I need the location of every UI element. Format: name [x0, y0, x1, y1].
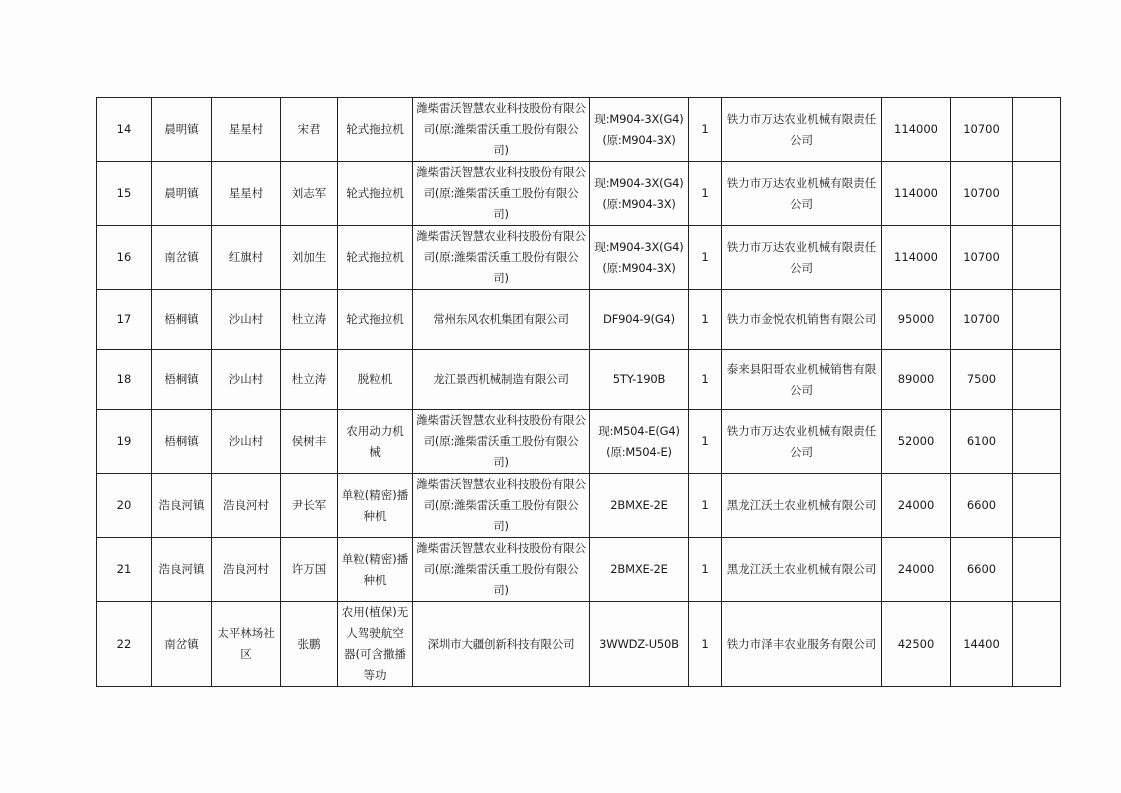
- note-cell: [1013, 98, 1061, 162]
- model-cell: 现:M904-3X(G4)(原:M904-3X): [590, 162, 689, 226]
- price-cell: 52000: [882, 410, 951, 474]
- note-cell: [1013, 162, 1061, 226]
- model-cell: 现:M504-E(G4)(原:M504-E): [590, 410, 689, 474]
- owner-name-cell: 杜立涛: [281, 350, 338, 410]
- owner-name-cell: 侯树丰: [281, 410, 338, 474]
- quantity-cell: 1: [689, 226, 722, 290]
- town-cell: 梧桐镇: [152, 290, 212, 350]
- manufacturer-cell: 潍柴雷沃智慧农业科技股份有限公司(原:潍柴雷沃重工股份有限公司): [413, 162, 590, 226]
- table-row: [97, 602, 1061, 687]
- village-cell: 星星村: [212, 98, 281, 162]
- row-number: 15: [97, 162, 152, 226]
- dealer-cell: 铁力市万达农业机械有限责任公司: [722, 226, 882, 290]
- dealer-cell: 铁力市万达农业机械有限责任公司: [722, 162, 882, 226]
- town-cell: 南岔镇: [152, 602, 212, 687]
- table-row: [97, 162, 1061, 226]
- table-row: [97, 226, 1061, 290]
- row-number: 20: [97, 474, 152, 538]
- row-number: 18: [97, 350, 152, 410]
- row-number: 21: [97, 538, 152, 602]
- row-number: 16: [97, 226, 152, 290]
- manufacturer-cell: 潍柴雷沃智慧农业科技股份有限公司(原:潍柴雷沃重工股份有限公司): [413, 98, 590, 162]
- row-number: 22: [97, 602, 152, 687]
- model-cell: 现:M904-3X(G4)(原:M904-3X): [590, 226, 689, 290]
- subsidy-cell: 7500: [951, 350, 1013, 410]
- table-row: [97, 350, 1061, 410]
- manufacturer-cell: 龙江景西机械制造有限公司: [413, 350, 590, 410]
- quantity-cell: 1: [689, 474, 722, 538]
- subsidy-table: [96, 97, 1061, 687]
- dealer-cell: 铁力市万达农业机械有限责任公司: [722, 410, 882, 474]
- village-cell: 太平林场社区: [212, 602, 281, 687]
- subsidy-cell: 10700: [951, 226, 1013, 290]
- quantity-cell: 1: [689, 162, 722, 226]
- village-cell: 沙山村: [212, 350, 281, 410]
- machine-type-cell: 单粒(精密)播种机: [338, 538, 413, 602]
- dealer-cell: 铁力市泽丰农业服务有限公司: [722, 602, 882, 687]
- subsidy-cell: 10700: [951, 162, 1013, 226]
- manufacturer-cell: 潍柴雷沃智慧农业科技股份有限公司(原:潍柴雷沃重工股份有限公司): [413, 538, 590, 602]
- model-cell: 2BMXE-2E: [590, 538, 689, 602]
- subsidy-cell: 10700: [951, 290, 1013, 350]
- subsidy-cell: 10700: [951, 98, 1013, 162]
- table-row: [97, 538, 1061, 602]
- machine-type-cell: 单粒(精密)播种机: [338, 474, 413, 538]
- note-cell: [1013, 350, 1061, 410]
- note-cell: [1013, 602, 1061, 687]
- owner-name-cell: 杜立涛: [281, 290, 338, 350]
- price-cell: 89000: [882, 350, 951, 410]
- quantity-cell: 1: [689, 350, 722, 410]
- owner-name-cell: 许万国: [281, 538, 338, 602]
- quantity-cell: 1: [689, 410, 722, 474]
- town-cell: 浩良河镇: [152, 538, 212, 602]
- owner-name-cell: 刘加生: [281, 226, 338, 290]
- subsidy-cell: 6100: [951, 410, 1013, 474]
- model-cell: DF904-9(G4): [590, 290, 689, 350]
- price-cell: 114000: [882, 98, 951, 162]
- village-cell: 红旗村: [212, 226, 281, 290]
- machine-type-cell: 轮式拖拉机: [338, 290, 413, 350]
- row-number: 14: [97, 98, 152, 162]
- village-cell: 沙山村: [212, 410, 281, 474]
- subsidy-cell: 14400: [951, 602, 1013, 687]
- price-cell: 114000: [882, 162, 951, 226]
- note-cell: [1013, 538, 1061, 602]
- manufacturer-cell: 常州东风农机集团有限公司: [413, 290, 590, 350]
- town-cell: 晨明镇: [152, 162, 212, 226]
- row-number: 17: [97, 290, 152, 350]
- price-cell: 114000: [882, 226, 951, 290]
- table-row: [97, 410, 1061, 474]
- town-cell: 梧桐镇: [152, 410, 212, 474]
- machine-type-cell: 脱粒机: [338, 350, 413, 410]
- owner-name-cell: 张鹏: [281, 602, 338, 687]
- model-cell: 5TY-190B: [590, 350, 689, 410]
- manufacturer-cell: 潍柴雷沃智慧农业科技股份有限公司(原:潍柴雷沃重工股份有限公司): [413, 474, 590, 538]
- manufacturer-cell: 深圳市大疆创新科技有限公司: [413, 602, 590, 687]
- table-row: [97, 290, 1061, 350]
- manufacturer-cell: 潍柴雷沃智慧农业科技股份有限公司(原:潍柴雷沃重工股份有限公司): [413, 410, 590, 474]
- dealer-cell: 泰来县阳哥农业机械销售有限公司: [722, 350, 882, 410]
- town-cell: 晨明镇: [152, 98, 212, 162]
- dealer-cell: 黑龙江沃土农业机械有限公司: [722, 474, 882, 538]
- town-cell: 南岔镇: [152, 226, 212, 290]
- row-number: 19: [97, 410, 152, 474]
- note-cell: [1013, 474, 1061, 538]
- subsidy-cell: 6600: [951, 474, 1013, 538]
- village-cell: 星星村: [212, 162, 281, 226]
- table-row: [97, 98, 1061, 162]
- note-cell: [1013, 410, 1061, 474]
- town-cell: 梧桐镇: [152, 350, 212, 410]
- dealer-cell: 黑龙江沃土农业机械有限公司: [722, 538, 882, 602]
- machine-type-cell: 农用动力机械: [338, 410, 413, 474]
- table-row: [97, 474, 1061, 538]
- owner-name-cell: 刘志军: [281, 162, 338, 226]
- village-cell: 浩良河村: [212, 474, 281, 538]
- quantity-cell: 1: [689, 98, 722, 162]
- dealer-cell: 铁力市金悦农机销售有限公司: [722, 290, 882, 350]
- model-cell: 2BMXE-2E: [590, 474, 689, 538]
- price-cell: 24000: [882, 538, 951, 602]
- model-cell: 3WWDZ-U50B: [590, 602, 689, 687]
- price-cell: 24000: [882, 474, 951, 538]
- owner-name-cell: 宋君: [281, 98, 338, 162]
- subsidy-cell: 6600: [951, 538, 1013, 602]
- quantity-cell: 1: [689, 290, 722, 350]
- machine-type-cell: 轮式拖拉机: [338, 226, 413, 290]
- note-cell: [1013, 290, 1061, 350]
- machine-type-cell: 轮式拖拉机: [338, 162, 413, 226]
- model-cell: 现:M904-3X(G4)(原:M904-3X): [590, 98, 689, 162]
- village-cell: 浩良河村: [212, 538, 281, 602]
- town-cell: 浩良河镇: [152, 474, 212, 538]
- village-cell: 沙山村: [212, 290, 281, 350]
- table-body: [97, 98, 1061, 687]
- note-cell: [1013, 226, 1061, 290]
- price-cell: 95000: [882, 290, 951, 350]
- owner-name-cell: 尹长军: [281, 474, 338, 538]
- machine-type-cell: 农用(植保)无人驾驶航空器(可含撒播等功: [338, 602, 413, 687]
- dealer-cell: 铁力市万达农业机械有限责任公司: [722, 98, 882, 162]
- quantity-cell: 1: [689, 538, 722, 602]
- machine-type-cell: 轮式拖拉机: [338, 98, 413, 162]
- quantity-cell: 1: [689, 602, 722, 687]
- price-cell: 42500: [882, 602, 951, 687]
- manufacturer-cell: 潍柴雷沃智慧农业科技股份有限公司(原:潍柴雷沃重工股份有限公司): [413, 226, 590, 290]
